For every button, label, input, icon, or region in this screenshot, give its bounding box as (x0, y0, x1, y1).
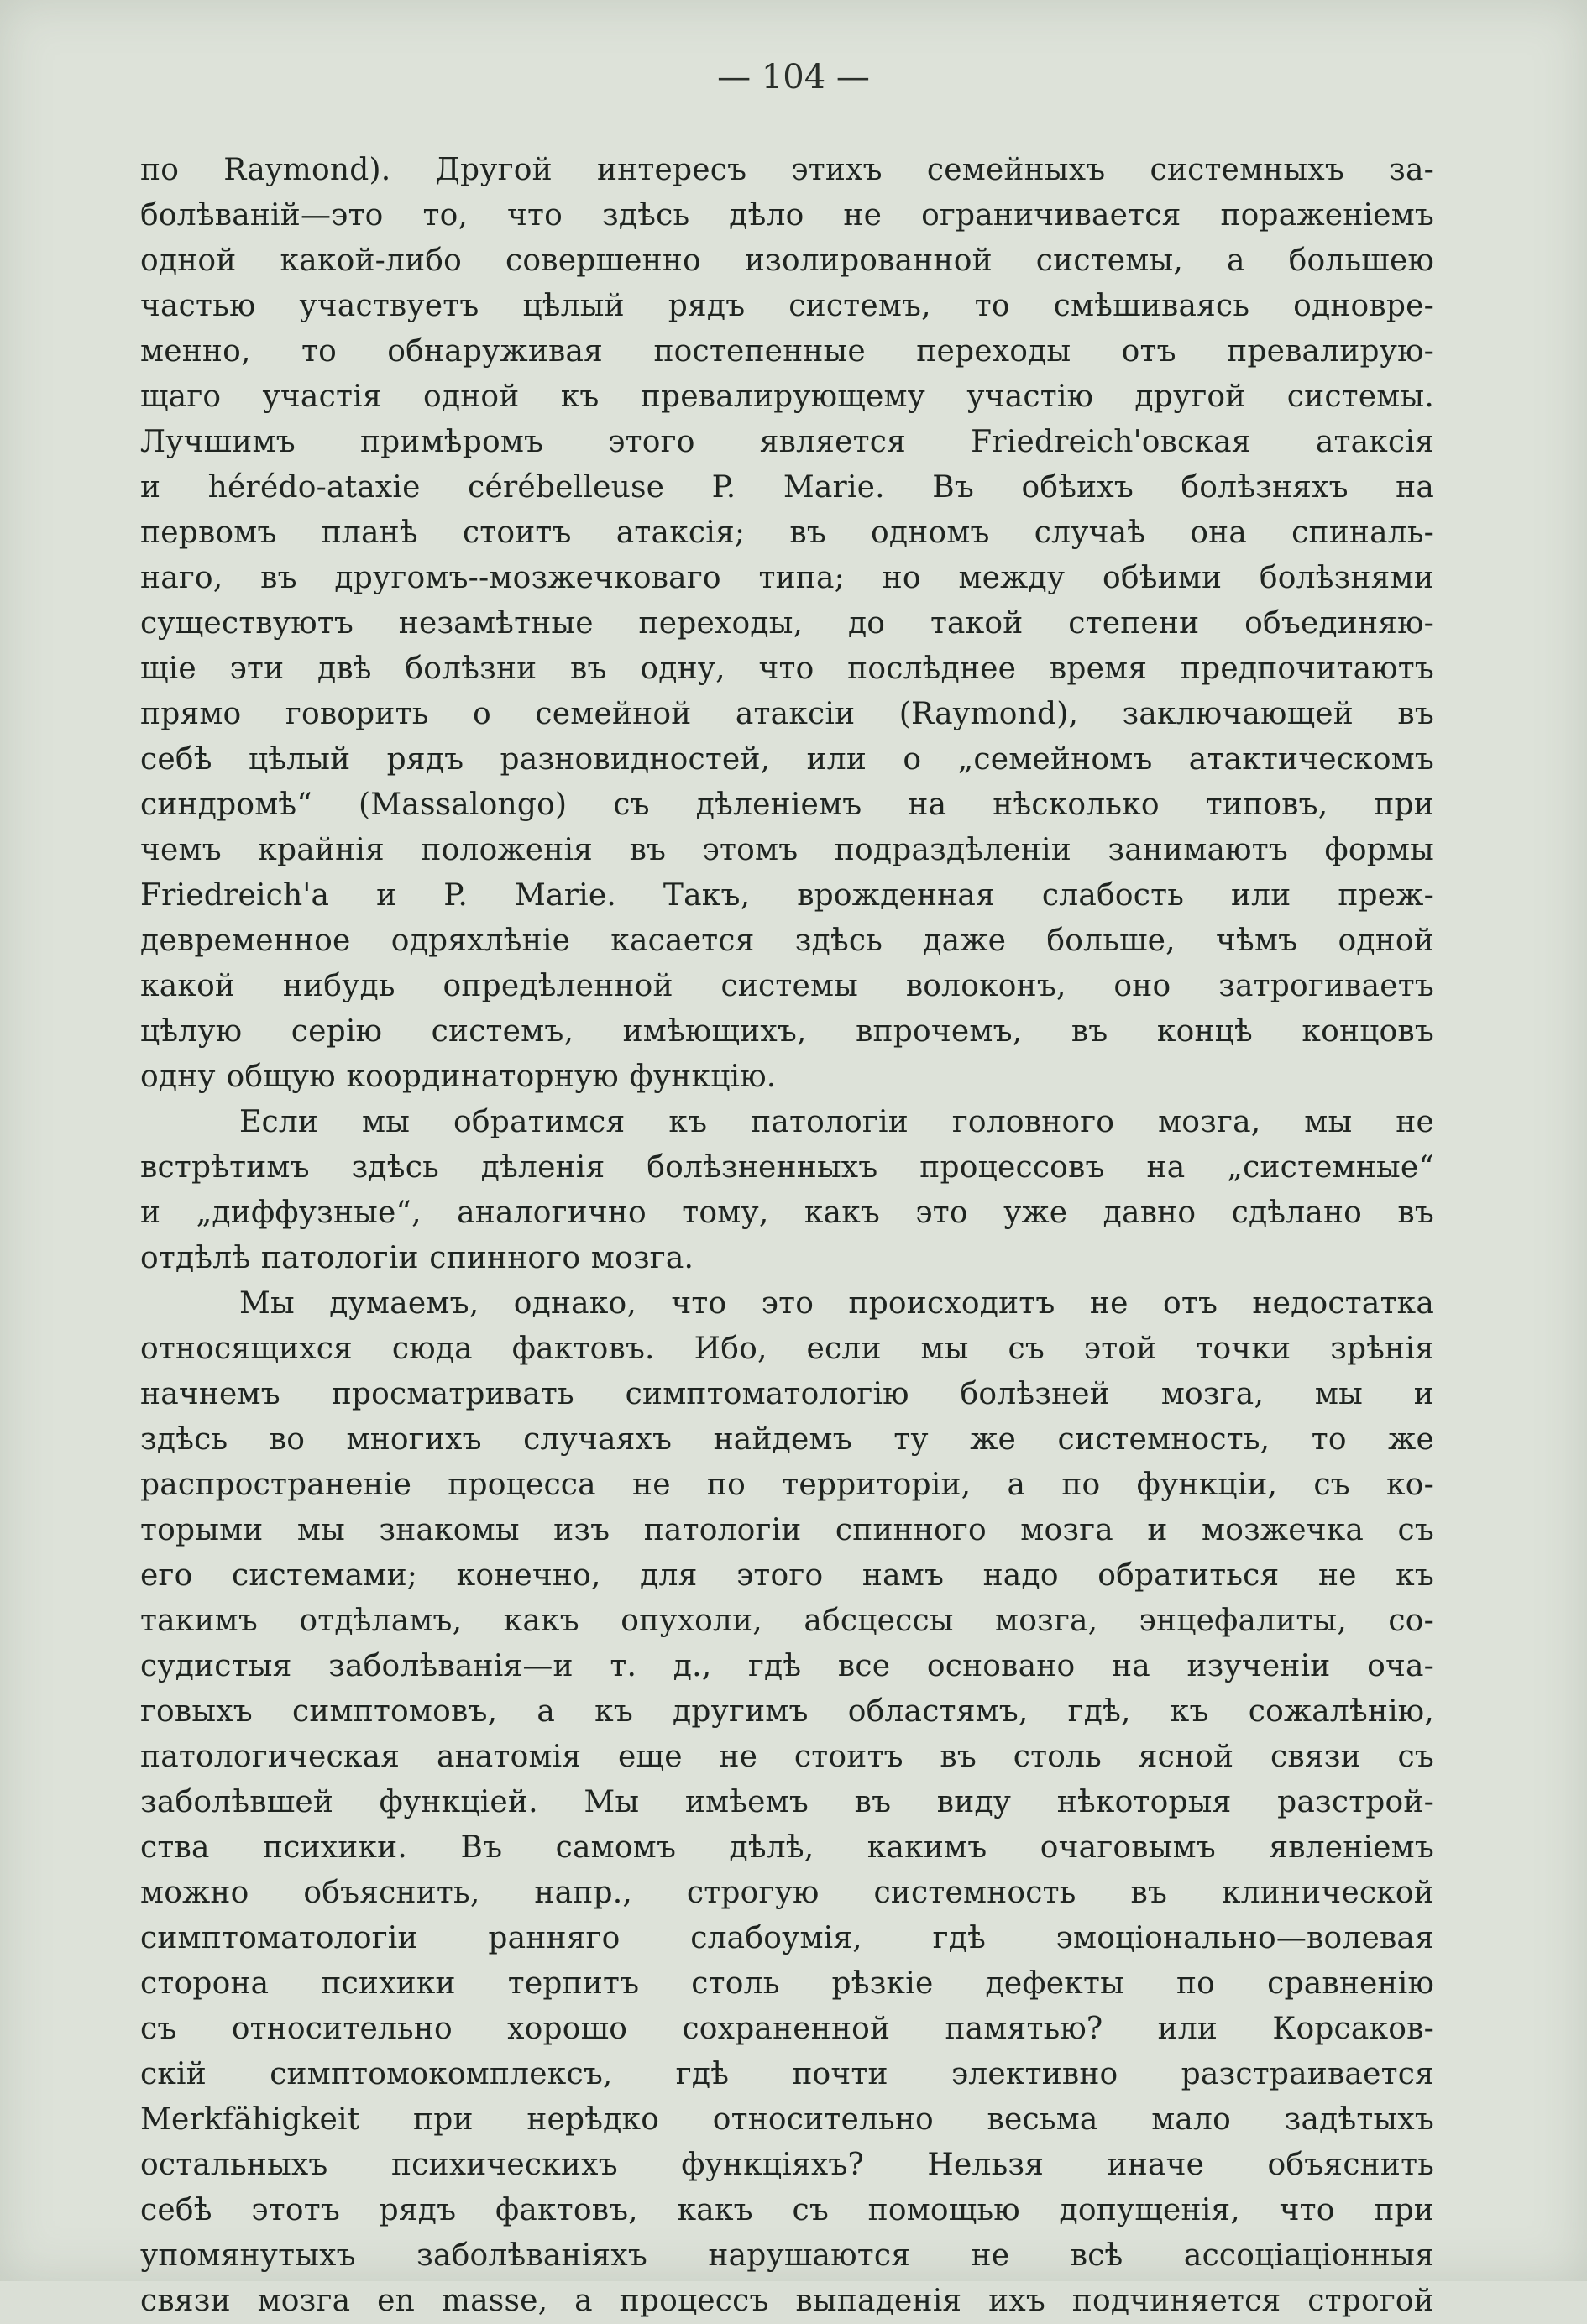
text-line: Если мы обратимся къ патологіи головного мозга, мы не (239, 1105, 1434, 1139)
text-line: Лучшимъ примѣромъ этого является Friedreich'овская атаксія (140, 425, 1434, 459)
text-line: щаго участія одной къ превалирующему участію другой системы. (140, 379, 1434, 414)
text-line: здѣсь во многихъ случаяхъ найдемъ ту же системность, то же (140, 1422, 1434, 1457)
text-line: менно, то обнаруживая постепенные переходы отъ превалирую- (140, 334, 1434, 369)
text-line: девременное одряхлѣніе касается здѣсь даже больше, чѣмъ одной (140, 924, 1434, 958)
text-line: ства психики. Въ самомъ дѣлѣ, какимъ очаговымъ явленіемъ (140, 1830, 1434, 1865)
text-line: начнемъ просматривать симптоматологію болѣзней мозга, мы и (140, 1377, 1434, 1411)
text-line: чемъ крайнія положенія въ этомъ подраздѣленіи занимаютъ формы (140, 833, 1434, 867)
text-line: его системами; конечно, для этого намъ надо обратиться не къ (140, 1558, 1434, 1593)
text-line: какой нибудь опредѣленной системы волоконъ, оно затрогиваетъ (140, 969, 1434, 1003)
body-text (140, 148, 1434, 2324)
text-line: говыхъ симптомовъ, а къ другимъ областямъ, гдѣ, къ сожалѣнію, (140, 1694, 1434, 1729)
text-line: сторона психики терпитъ столь рѣзкіе дефекты по сравненію (140, 1966, 1434, 2001)
text-line: отдѣлѣ патологіи спинного мозга. (140, 1241, 694, 1275)
text-line: первомъ планѣ стоитъ атаксія; въ одномъ случаѣ она спиналь- (140, 516, 1434, 550)
text-line: съ относительно хорошо сохраненной памятью? или Корсаков- (140, 2012, 1434, 2046)
text-line: судистыя заболѣванія—и т. д., гдѣ все основано на изученіи оча- (140, 1649, 1434, 1683)
text-line: себѣ цѣлый рядъ разновидностей, или о „семейномъ атактическомъ (140, 742, 1434, 777)
text-line: торыми мы знакомы изъ патологіи спинного мозга и мозжечка съ (140, 1513, 1434, 1547)
text-line: Friedreich'a и P. Marie. Такъ, врожденная слабость или преж- (140, 878, 1434, 913)
text-line: существуютъ незамѣтные переходы, до такой степени объединяю- (140, 606, 1434, 641)
text-line: относящихся сюда фактовъ. Ибо, если мы съ этой точки зрѣнія (140, 1332, 1434, 1366)
text-line: упомянутыхъ заболѣваніяхъ нарушаются не всѣ ассоціаціонныя (140, 2238, 1434, 2273)
text-line: Merkfähigkeit при нерѣдко относительно весьма мало задѣтыхъ (140, 2102, 1434, 2137)
text-line: связи мозга en masse, а процессъ выпаденія ихъ подчиняется строгой (140, 2284, 1434, 2318)
text-line: скій симптомокомплексъ, гдѣ почти элективно разстраивается (140, 2057, 1434, 2091)
text-line: Мы думаемъ, однако, что это происходитъ не отъ недостатка (239, 1286, 1434, 1321)
text-line: заболѣвшей функціей. Мы имѣемъ въ виду нѣкоторыя разстрой- (140, 1785, 1434, 1819)
text-line: себѣ этотъ рядъ фактовъ, какъ съ помощью допущенія, что при (140, 2193, 1434, 2227)
text-line: и hérédo-ataxie cérébelleuse P. Marie. Въ обѣихъ болѣзняхъ на (140, 470, 1434, 505)
text-line: по Raymond). Другой интересъ этихъ семейныхъ системныхъ за- (140, 153, 1434, 187)
text-line: встрѣтимъ здѣсь дѣленія болѣзненныхъ процессовъ на „системные“ (140, 1150, 1434, 1185)
text-line: болѣваній—это то, что здѣсь дѣло не ограничивается пораженіемъ (140, 198, 1434, 233)
text-line: синдромѣ“ (Massalongo) съ дѣленіемъ на нѣсколько типовъ, при (140, 788, 1434, 822)
text-line: остальныхъ психическихъ функціяхъ? Нельзя иначе объяснить (140, 2148, 1434, 2182)
text-line: симптоматологіи ранняго слабоумія, гдѣ эмоціонально—волевая (140, 1921, 1434, 1955)
text-line: можно объяснить, напр., строгую системность въ клинической (140, 1876, 1434, 1910)
text-line: одной какой-либо совершенно изолированной системы, а большею (140, 243, 1434, 278)
page-number: — 104 — (717, 58, 870, 97)
text-line: цѣлую серію системъ, имѣющихъ, впрочемъ, въ концѣ концовъ (140, 1014, 1434, 1049)
text-line: патологическая анатомія еще не стоитъ въ столь ясной связи съ (140, 1740, 1434, 1774)
text-line: щіе эти двѣ болѣзни въ одну, что послѣднее время предпочитаютъ (140, 652, 1434, 686)
text-line: одну общую координаторную функцію. (140, 1060, 777, 1094)
text-line: и „диффузные“, аналогично тому, какъ это уже давно сдѣлано въ (140, 1196, 1434, 1230)
text-line: наго, въ другомъ--мозжечковаго типа; но между обѣими болѣзнями (140, 561, 1434, 595)
text-line: распространеніе процесса не по территоріи, а по функціи, съ ко- (140, 1468, 1434, 1502)
text-line: прямо говорить о семейной атаксіи (Raymond), заключающей въ (140, 697, 1434, 731)
text-line: частью участвуетъ цѣлый рядъ системъ, то смѣшиваясь одновре- (140, 289, 1434, 323)
text-line: такимъ отдѣламъ, какъ опухоли, абсцессы мозга, энцефалиты, со- (140, 1604, 1434, 1638)
